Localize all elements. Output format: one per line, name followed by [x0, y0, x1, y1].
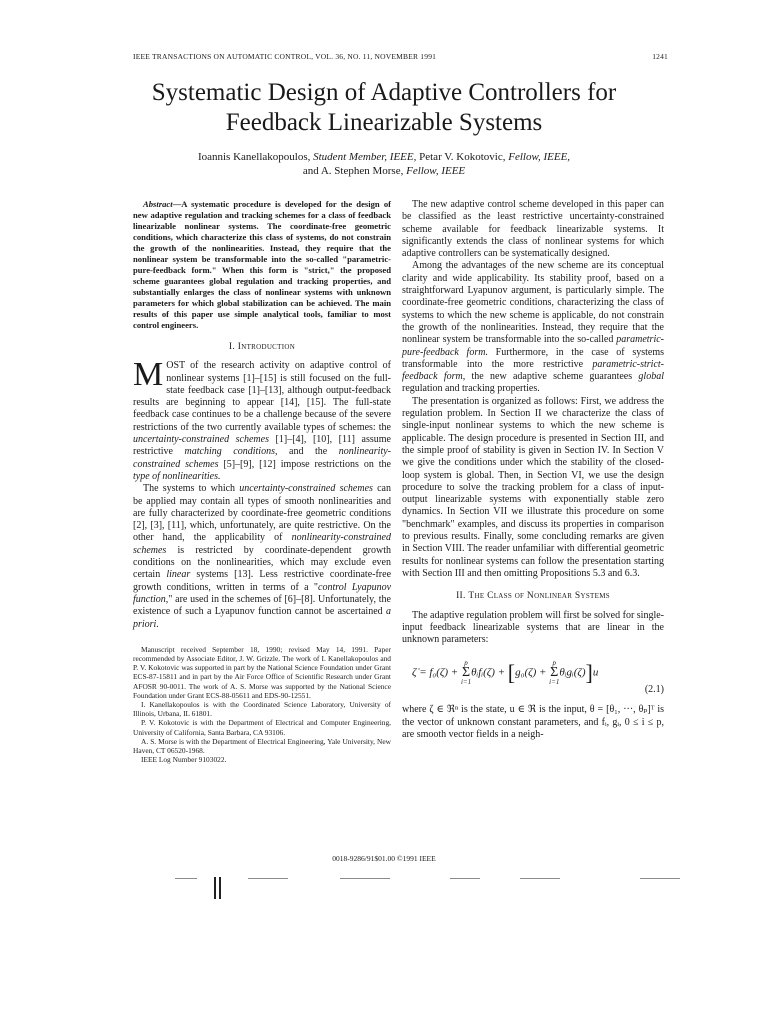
author-1-role: Student Member, IEEE, [313, 151, 417, 163]
scan-artifact-line [520, 878, 560, 879]
footnotes [133, 645, 391, 765]
intro-p1-text-c: , and the [274, 446, 339, 458]
scan-artifact-line [450, 878, 480, 879]
author-1: Ioannis Kanellakopoulos, [197, 151, 311, 163]
right-paragraph-2 [402, 260, 664, 395]
right-paragraph-4: The adaptive regulation problem will first be solved for single-input feedback linearizable systems that are linear in the unknown parameters: [402, 609, 664, 646]
intro-p2-em-4: control Lyapunov function, [133, 581, 392, 605]
copyright-line: 0018-9286/91$01.00 ©1991 IEEE [332, 854, 436, 863]
sum-symbol-1: p Σ i=1 [460, 659, 472, 687]
footnote-manuscript: Manuscript received September 18, 1990; revised May 14, 1991. Paper recommended by Associate Editor, J. W. Grizzle. The work of I. Kanellakopoulos and P. V. Kokotovic was supported in part by the National Science Foundation under Grant ECS-87-15811 and in part by the Air Force Office of Scientific Research under Grant AFOSR 90-0011. The work of A. S. Morse was supported by the National Science Foundation under Grant ECS-88-05611 and EDS-90-12551. [133, 644, 391, 700]
right-p2-text-d: regulation and tracking properties. [402, 383, 540, 395]
footnote-log-number: IEEE Log Number 9103022. [141, 755, 227, 765]
equation-body [412, 660, 598, 686]
right-p2-em-3: global [638, 371, 664, 383]
author-3-role: Fellow, IEEE [406, 165, 466, 177]
left-bracket: [ [507, 660, 516, 686]
abstract-text: —A systematic procedure is developed for the design of new adaptive regulation and tracking schemes for a class of feedback linearizable nonlinear systems. The coordinate-free geometric conditions, which characterize this class of systems, do not constrain the growth of the nonlinearities. Instead, they require that the nonlinear system be transformable into the so-called "parametric-pure-feedback form." When this form is "strict," the proposed scheme guarantees global regulation and tracking properties, and substantially enlarges the class of nonlinear systems with unknown parameters for which global stabilization can be achieved. The main results of this paper use simple analytical tools, familiar to most control engineers. [133, 199, 391, 330]
right-column [402, 199, 664, 741]
drop-cap: M [133, 356, 164, 394]
journal-citation: IEEE TRANSACTIONS ON AUTOMATIC CONTROL, VOL. 36, NO. 11, NOVEMBER 1991 [133, 52, 437, 61]
intro-p2-text-d: systems [13]. Less restrictive coordinate-free growth conditions, written in terms of a " [133, 569, 392, 593]
right-paragraph-5: where ζ ∈ ℜⁿ is the state, u ∈ ℜ is the input, θ = [θ₁, ···, θₚ]ᵀ is the vector of unknown constant parameters, and fᵢ, gᵢ, 0 ≤ i ≤ p, are smooth vector fields in a neigh- [402, 704, 664, 740]
scan-artifact-line [248, 878, 288, 879]
section-1-title: Introduction [237, 342, 296, 352]
sum-symbol-2: p Σ i=1 [549, 659, 560, 687]
equation-number: (2.1) [644, 684, 664, 696]
left-column [133, 199, 391, 764]
author-2: Petar V. Kokotovic, [419, 151, 506, 163]
abstract-label: Abstract [143, 199, 173, 209]
right-p2-em-1: parametric-pure-feedback form. [402, 334, 664, 358]
right-p2-text-c: , the new adaptive scheme guarantees [462, 371, 639, 383]
intro-p2-em-1: uncertainty-constrained schemes [239, 483, 373, 495]
intro-p1-text-b: [1]–[4], [10], [11] assume restrictive [133, 434, 391, 458]
intro-p1-em-4: type of nonlinearities. [133, 470, 221, 482]
intro-p1-em-1: uncertainty-constrained schemes [133, 434, 269, 446]
sum-1-lower: i=1 [460, 678, 472, 687]
scan-artifact-line [340, 878, 390, 879]
equation-input: u [592, 666, 599, 679]
intro-p1-em-2: matching conditions [184, 446, 275, 458]
footnote-author-2: P. V. Kokotovic is with the Department of Electrical and Computer Engineering, University of California, Santa Barbara, CA 93106. [133, 718, 391, 737]
scan-artifact-line [175, 878, 197, 879]
section-1-numeral: I. [228, 342, 236, 352]
scan-artifact-line [640, 878, 680, 879]
author-list [100, 150, 668, 178]
equation-term-2: g₀(ζ) + [515, 666, 550, 679]
intro-p2-em-2: nonlinearity-constrained schemes [133, 532, 391, 556]
intro-p1-text-a: OST of the research activity on adaptive control of nonlinear systems [1]–[15] is still focused on the full-state feedback case [1]–[13], although output-feedback results are beginning to appear [14], [15]. The full-state feedback case continues to be a challenge because of the severe restrictions of the two currently available types of schemes: the [133, 360, 391, 433]
footnote-author-1: I. Kanellakopoulos is with the Coordinated Science Laboratory, University of Illinois, Urbana, IL 61801. [133, 700, 391, 719]
scan-artifact-mark [219, 877, 221, 899]
right-paragraph-3: The presentation is organized as follows: First, we address the regulation problem. In Section II we characterize the class of single-input nonlinear systems to which the new scheme is applicable. The design procedure is presented in Section III, and the simple proof of stability is given in Section IV. In Section V we give the conditions under which the stability of the closed-loop system is global. Then, in Section VI, we use the design procedure to solve the tracking problem for a class of input-output linearizable systems with exponentially stable zero dynamics. In Section VII we illustrate this procedure on some "benchmark" examples, and discuss its properties in comparison to previous results. Finally, some concluding remarks are given in Section VIII. The reader unfamiliar with differential geometric results for nonlinear systems can follow the presentation starting with Section III and then omitting Propositions 5.3 and 6.3. [402, 395, 664, 579]
author-3: and A. Stephen Morse, [302, 165, 404, 177]
intro-p1-text-d: [5]–[9], [12] impose restrictions on the [218, 458, 391, 470]
right-p2-text-a: Among the advantages of the new scheme are its conceptual clarity and wide applicability. Its stability proof, based on a straightforward Lyapunov argument, is particularly simple. The coordinate-free geometric conditions, characterizing the class of systems to which the new scheme is applicable, do not constrain the growth of the nonlinearities. Instead, they require that the nonlinear system be transformable into the so-called [402, 260, 664, 346]
intro-p2-text-c: is restricted by coordinate-dependent growth conditions on the nonlinearities, which may exclude even certain [133, 544, 391, 581]
intro-paragraph-1 [133, 356, 391, 483]
title-line-1: Systematic Design of Adaptive Controllers for [151, 79, 617, 106]
equation-term-3: θᵢgᵢ(ζ) [559, 666, 586, 679]
intro-p2-text-a: The systems to which [143, 483, 240, 495]
sum-2-upper: p [552, 659, 556, 668]
sum-1-upper: p [464, 659, 468, 668]
abstract [133, 199, 391, 331]
equation-term-1: θᵢfᵢ(ζ) + [471, 666, 508, 679]
equation-lhs: ζ̇ = f₀(ζ) + [412, 666, 461, 679]
intro-p1-em-3: nonlinearity-constrained schemes [133, 446, 391, 470]
page-number: 1241 [652, 52, 668, 61]
right-paragraph-1: The new adaptive control scheme developed in this paper can be classified as the least restrictive uncertainty-constrained scheme available for feedback linearizable systems. It significantly extends the class of nonlinear systems for which adaptive controllers can be systematically designed. [402, 199, 664, 260]
title-line-2: Feedback Linearizable Systems [225, 109, 543, 136]
footnote-author-3: A. S. Morse is with the Department of Electrical Engineering, Yale University, New Haven, CT 06520-1968. [133, 736, 391, 756]
intro-p2-text-e: " are used in the schemes of [6]–[8]. Unfortunately, the existence of such a Lyapunov function cannot be ascertained [133, 593, 391, 618]
section-2-title: The Class of Nonlinear Systems [468, 591, 610, 602]
sum-2-lower: i=1 [549, 678, 560, 687]
scan-artifact-mark [214, 877, 216, 899]
right-p2-em-2: parametric-strict-feedback form [402, 358, 664, 383]
equation-2-1 [402, 658, 664, 698]
right-bracket: ] [585, 660, 593, 686]
intro-p2-em-3: linear [166, 569, 191, 581]
intro-p2-em-5: a priori. [133, 606, 391, 630]
paper-title [100, 78, 668, 138]
intro-p2-text-b: can be applied may contain all types of smooth nonlinearities and are fully characterized by coordinate-free geometric conditions [2], [3], [11], which, unfortunately, are quite restrictive. On the other hand, the applicability of [133, 483, 391, 544]
author-2-role: Fellow, IEEE, [508, 151, 571, 163]
section-2-numeral: II. [456, 591, 466, 602]
section-1-heading [133, 341, 391, 353]
right-p2-text-b: Furthermore, in the case of systems transformable into the more restrictive [402, 346, 665, 370]
intro-paragraph-2 [133, 483, 391, 631]
section-2-heading [402, 590, 664, 602]
